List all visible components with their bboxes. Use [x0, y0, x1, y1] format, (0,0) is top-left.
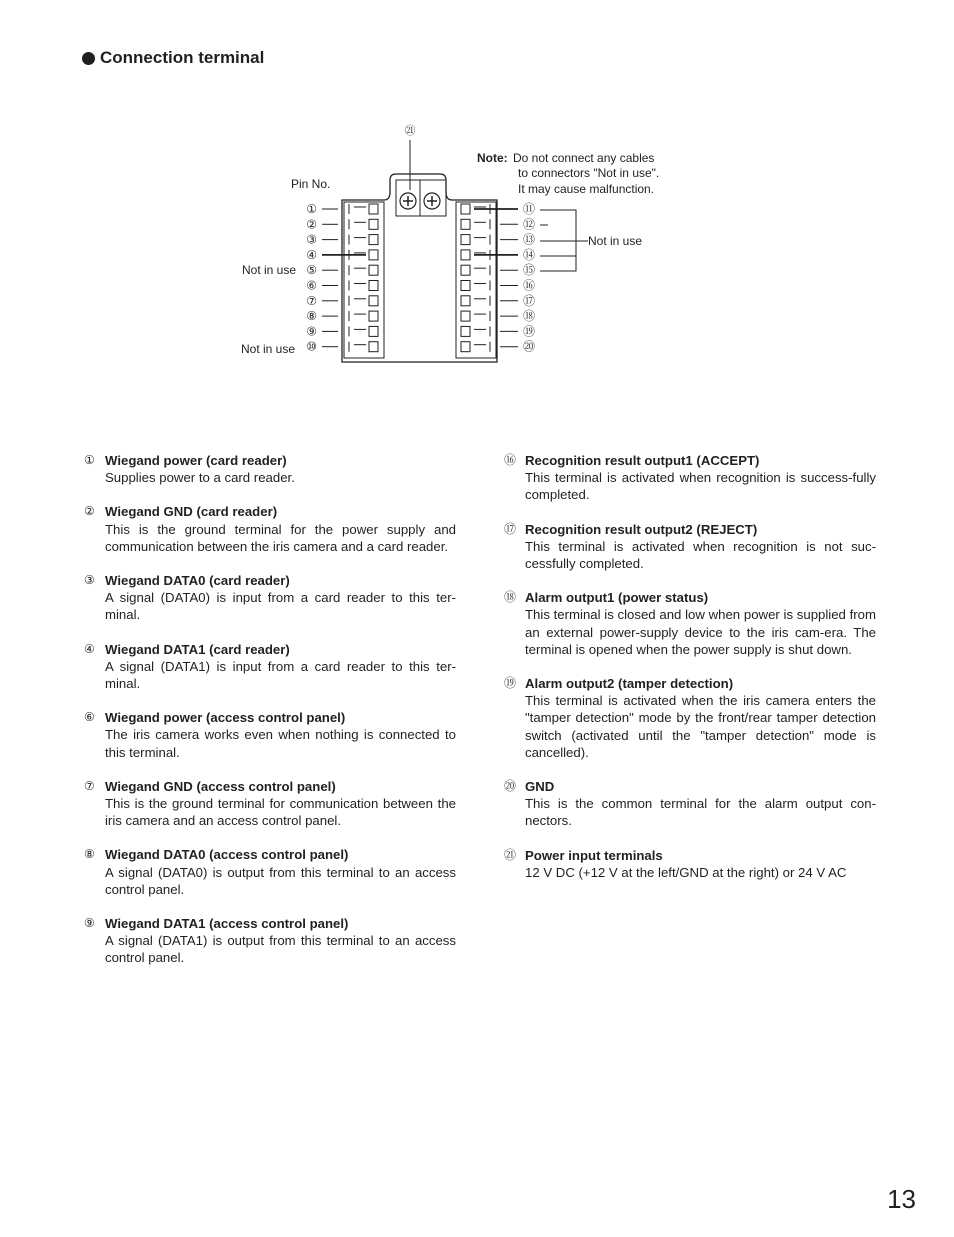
- right-pin-16: [461, 281, 518, 291]
- left-pin-2: [322, 219, 378, 229]
- item-title: Wiegand power (access control panel): [105, 710, 346, 726]
- item-description: This is the ground terminal for communication between the iris camera and an access control panel.: [105, 796, 456, 829]
- note-label: Note:: [477, 151, 508, 165]
- not-in-use-bracket: [540, 210, 588, 271]
- left-pin-number: ⑩: [306, 339, 317, 354]
- item-description: This terminal is activated when recognition is not suc-cessfully completed.: [525, 538, 876, 572]
- right-pin-block: [456, 202, 518, 358]
- not-in-use-pin10: Not in use: [241, 342, 296, 356]
- item-description: This terminal is activated when the iris camera enters the "tamper detection" mode by the front/rear tamper detection switch (activated until the "tamper detection" mode is cancelled).: [525, 693, 876, 760]
- left-pin-number: ②: [306, 217, 317, 232]
- note-line1: Do not connect any cables: [513, 151, 655, 165]
- right-pin-number: ⑲: [523, 324, 536, 339]
- terminal-item-21: [504, 847, 876, 881]
- left-pin-5: [322, 265, 378, 275]
- item-description: The iris camera works even when nothing is connected to this terminal.: [105, 727, 456, 760]
- terminal-item-4: [84, 641, 456, 693]
- item-description: This is the ground terminal for the power supply and communication between the iris camera and a card reader.: [105, 521, 456, 554]
- terminal-item-7: [84, 778, 456, 830]
- right-pin-labels: [523, 202, 535, 354]
- item-title: Wiegand power (card reader): [105, 453, 287, 468]
- left-pin-number: ⑥: [306, 278, 317, 293]
- item-title: Recognition result output2 (REJECT): [525, 521, 758, 537]
- left-pin-10: [322, 342, 378, 352]
- not-in-use-pin5: Not in use: [242, 263, 297, 277]
- power-terminal-number: ㉑: [404, 125, 416, 137]
- item-number: ⑨: [84, 916, 95, 931]
- item-description: A signal (DATA1) is output from this terminal to an access control panel.: [105, 933, 456, 966]
- item-number: ②: [84, 504, 95, 519]
- item-title: Alarm output2 (tamper detection): [525, 676, 734, 692]
- item-number: ㉑: [504, 847, 517, 862]
- left-pin-number: ①: [306, 202, 317, 216]
- right-pin-number: ⑳: [523, 339, 536, 354]
- item-description: This is the common terminal for the alarm output con-nectors.: [525, 796, 876, 829]
- left-pin-labels: [306, 202, 317, 354]
- terminal-item-6: [84, 709, 456, 761]
- terminal-item-9: [84, 915, 456, 967]
- item-description: 12 V DC (+12 V at the left/GND at the right) or 24 V AC: [525, 864, 847, 880]
- item-description: Supplies power to a card reader.: [105, 470, 295, 486]
- left-pin-4: [322, 250, 378, 260]
- right-pin-number: ⑮: [523, 263, 536, 278]
- right-pin-14: [461, 250, 518, 260]
- item-number: ⑱: [504, 590, 517, 605]
- item-number: ⑦: [84, 778, 95, 793]
- item-number: ⑳: [504, 779, 517, 794]
- item-description: This terminal is activated when recognition is success-fully completed.: [525, 470, 876, 503]
- item-number: ⑯: [504, 453, 517, 467]
- pin-no-label: Pin No.: [291, 177, 331, 191]
- left-pin-number: ③: [306, 232, 317, 247]
- item-number: ①: [84, 453, 95, 467]
- item-title: Wiegand DATA1 (access control panel): [105, 916, 349, 932]
- item-description: A signal (DATA0) is input from a card reader to this ter-minal.: [105, 590, 456, 623]
- right-pin-number: ⑭: [523, 247, 536, 262]
- right-pin-number: ⑯: [523, 278, 536, 293]
- item-number: ④: [84, 641, 95, 656]
- terminal-item-3: [84, 572, 456, 624]
- note-line2: to connectors "Not in use".: [518, 166, 660, 180]
- right-pin-number: ⑬: [523, 232, 536, 247]
- right-pin-number: ⑱: [523, 309, 536, 324]
- left-pin-6: [322, 281, 378, 291]
- right-pin-13: [461, 235, 518, 245]
- left-pin-3: [322, 235, 378, 245]
- left-pin-9: [322, 326, 378, 336]
- terminal-item-2: [84, 503, 456, 555]
- left-pin-number: ⑧: [306, 309, 317, 324]
- item-description: This terminal is closed and low when power is supplied from an external power-supply device to the iris cam-era. The terminal is opened when the power supply is shut down.: [525, 607, 876, 657]
- item-number: ③: [84, 573, 95, 588]
- item-title: Wiegand DATA0 (access control panel): [105, 847, 349, 863]
- item-title: Alarm output1 (power status): [525, 590, 709, 606]
- item-description: A signal (DATA0) is output from this terminal to an access control panel.: [105, 864, 456, 897]
- right-pin-19: [461, 326, 518, 336]
- right-pin-15: [461, 265, 518, 275]
- left-pin-8: [322, 311, 378, 321]
- section-title-text: Connection terminal: [100, 48, 265, 67]
- left-pin-block: [322, 202, 384, 358]
- item-title: Recognition result output1 (ACCEPT): [525, 453, 760, 468]
- item-number: ⑰: [504, 521, 517, 536]
- item-number: ⑲: [504, 676, 517, 691]
- right-pin-number: ⑪: [523, 202, 536, 216]
- left-pin-number: ⑨: [306, 324, 317, 339]
- terminal-item-8: [84, 846, 456, 898]
- left-pin-number: ④: [306, 247, 317, 262]
- item-title: Wiegand GND (access control panel): [105, 778, 336, 794]
- right-pin-number: ⑫: [523, 217, 536, 232]
- power-terminal-block: [396, 180, 446, 216]
- terminal-item-19: [504, 675, 876, 761]
- right-pin-18: [461, 311, 518, 321]
- item-title: Power input terminals: [525, 847, 663, 863]
- terminal-item-1: [84, 452, 456, 486]
- right-pin-20: [461, 342, 518, 352]
- page-number: 13: [887, 1184, 916, 1214]
- right-descriptions: [504, 452, 876, 898]
- right-pin-17: [461, 296, 518, 306]
- left-pin-number: ⑤: [306, 263, 317, 278]
- terminal-item-20: [504, 778, 876, 830]
- left-pin-1: [322, 204, 378, 214]
- item-title: Wiegand DATA1 (card reader): [105, 641, 290, 657]
- item-number: ⑥: [84, 710, 95, 725]
- terminal-item-17: [504, 521, 876, 573]
- not-in-use-pins-11-15: Not in use: [588, 234, 643, 248]
- right-pin-12: [461, 219, 518, 229]
- right-pin-11: [461, 204, 518, 214]
- left-pin-number: ⑦: [306, 293, 317, 308]
- item-title: Wiegand DATA0 (card reader): [105, 573, 290, 589]
- note-line3: It may cause malfunction.: [518, 182, 655, 196]
- terminal-item-16: [504, 452, 876, 504]
- connection-terminal-diagram: [0, 0, 954, 420]
- left-descriptions: [84, 452, 456, 984]
- right-pin-number: ⑰: [523, 293, 536, 308]
- left-pin-7: [322, 296, 378, 306]
- item-title: Wiegand GND (card reader): [105, 504, 278, 520]
- item-description: A signal (DATA1) is input from a card reader to this ter-minal.: [105, 658, 456, 692]
- item-number: ⑧: [84, 847, 95, 862]
- terminal-item-18: [504, 589, 876, 658]
- item-title: GND: [525, 779, 555, 795]
